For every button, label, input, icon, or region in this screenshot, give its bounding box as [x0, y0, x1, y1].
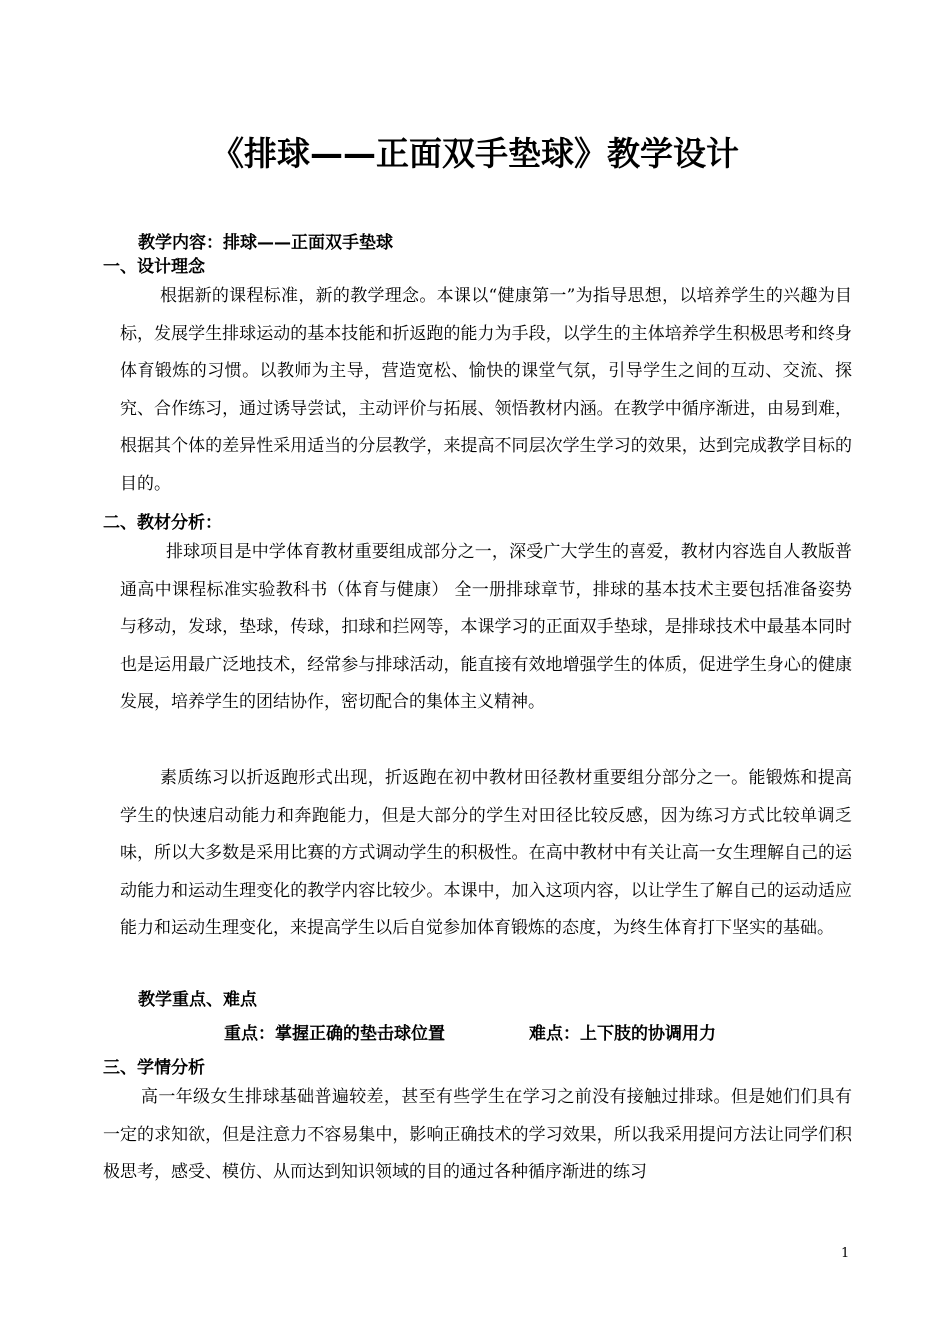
- section1-paragraph-text: 根据新的课程标准，新的教学理念。本课以“健康第一”为指导思想，以培养学生的兴趣为目标，发展学生排球运动的基本技能和折返跑的能力为手段，以学生的主体培养学生积极思考和终身体育锻炼的习惯。以教师为主导，营造宽松、愉快的课堂气氛，引导学生之间的互动、交流、探究、合作练习，通过诱导尝试，主动评价与拓展、领悟教材内涵。在教学中循序渐进，由易到难，根据其个体的差异性采用适当的分层教学，来提高不同层次学生学习的效果，达到完成教学目标的目的。: [120, 286, 852, 494]
- page-number: 1: [841, 1246, 850, 1261]
- section3-paragraph: [103, 1079, 852, 1192]
- section3-paragraph-text: 高一年级女生排球基础普遍较差，甚至有些学生在学习之前没有接触过排球。但是她们们具有一定的求知欲，但是注意力不容易集中，影响正确技术的学习效果，所以我采用提问方法让同学们积极思考，感受、模仿、从而达到知识领域的目的通过各种循序渐进的练习: [103, 1087, 852, 1182]
- document-title: 《排球——正面双手垫球》教学设计: [211, 134, 739, 173]
- difficulty-point: 难点：上下肢的协调用力: [529, 1024, 716, 1044]
- section2-paragraph1-text: 排球项目是中学体育教材重要组成部分之一，深受广大学生的喜爱，教材内容选自人教版普通高中课程标准实验教科书（体育与健康） 全一册排球章节，排球的基本技术主要包括准备姿势与移动，发球，垫球，传球，扣球和拦网等，本课学习的正面双手垫球，是排球技术中最基本同时也是运用最广泛地技术，经常参与排球活动，能直接有效地增强学生的体质，促进学生身心的健康发展，培养学生的团结协作，密切配合的集体主义精神。: [120, 542, 852, 712]
- section2-paragraph2: [120, 760, 852, 948]
- section3-heading: 三、学情分析: [103, 1058, 205, 1078]
- key-points-heading: 教学重点、难点: [138, 990, 257, 1010]
- section2-heading: 二、教材分析：: [103, 513, 222, 533]
- key-point: 重点：掌握正确的垫击球位置: [224, 1024, 445, 1044]
- section1-paragraph: [120, 278, 852, 503]
- section2-paragraph1: [120, 534, 852, 722]
- section1-heading: 一、设计理念: [103, 257, 205, 277]
- section2-paragraph2-text: 素质练习以折返跑形式出现，折返跑在初中教材田径教材重要组分部分之一。能锻炼和提高学生的快速启动能力和奔跑能力，但是大部分的学生对田径比较反感，因为练习方式比较单调乏味，所以大多数是采用比赛的方式调动学生的积极性。在高中教材中有关让高一女生理解自己的运动能力和运动生理变化的教学内容比较少。本课中，加入这项内容，以让学生了解自己的运动适应能力和运动生理变化，来提高学生以后自觉参加体育锻炼的态度，为终生体育打下坚实的基础。: [120, 768, 852, 938]
- teaching-content-line: 教学内容：排球——正面双手垫球: [138, 233, 393, 253]
